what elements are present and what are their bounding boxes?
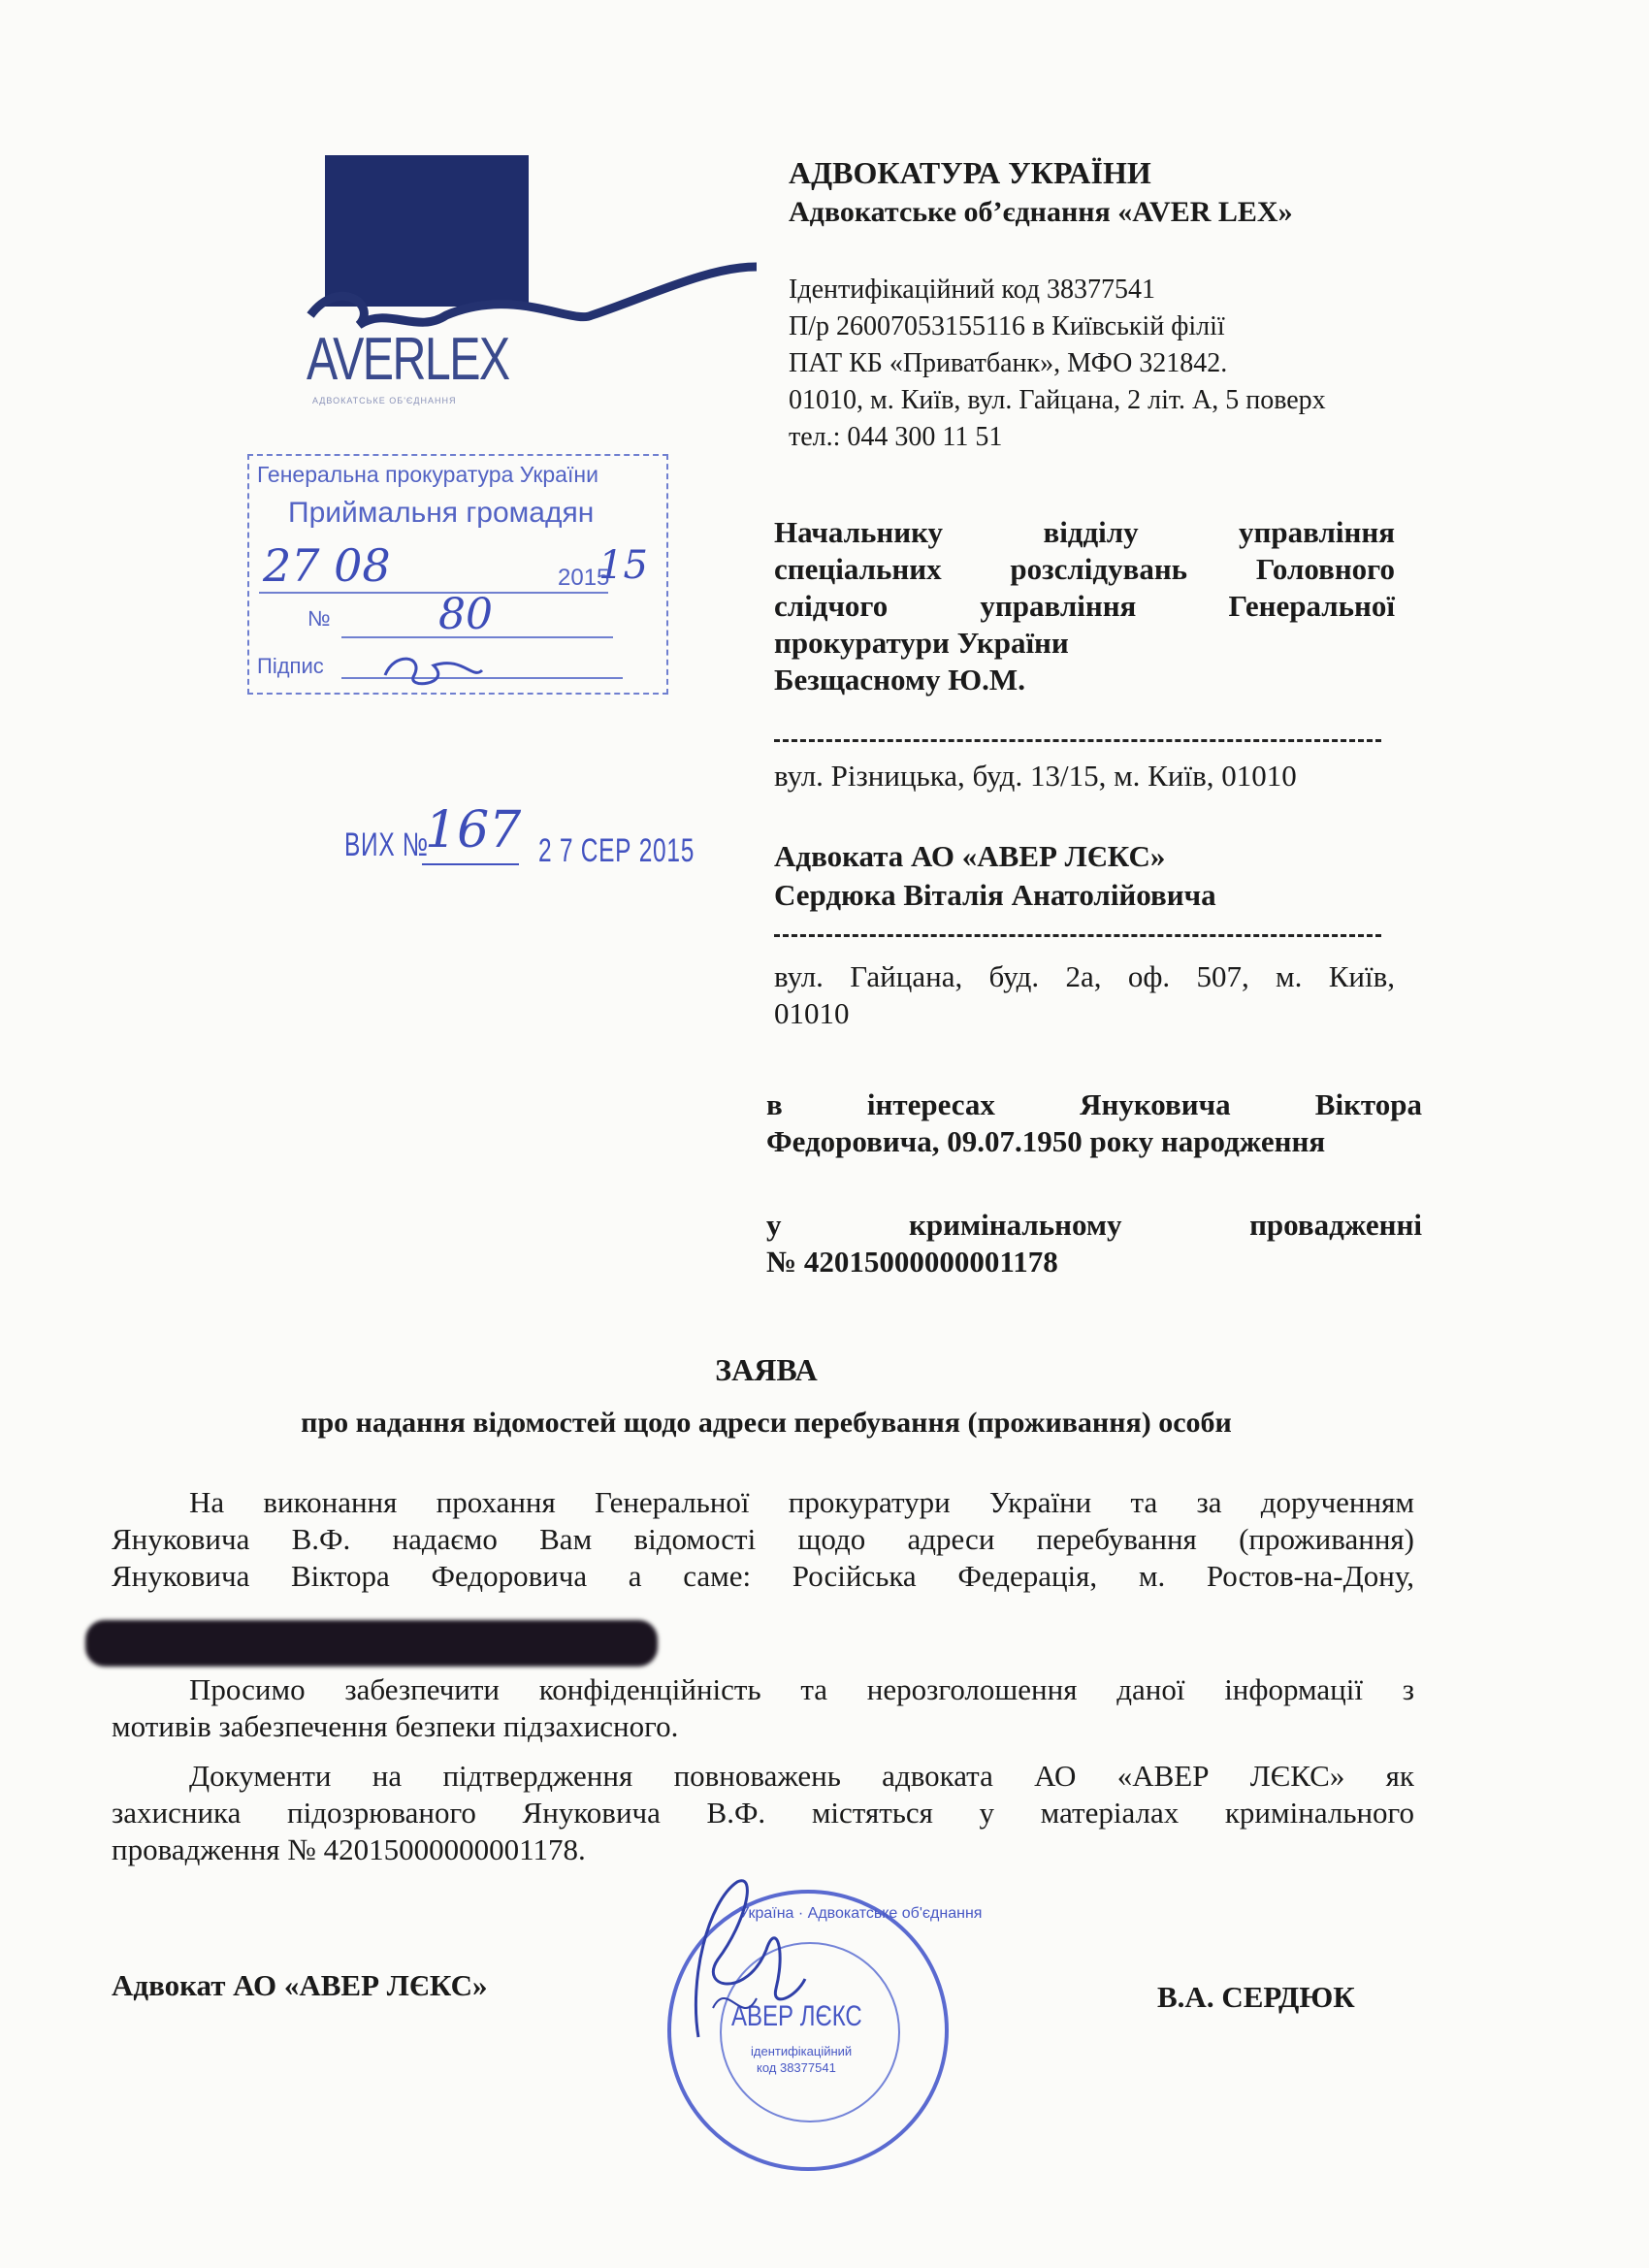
body-paragraph-1: На виконання прохання Генеральної прокуратури України та за дорученням Януковича В.Ф. надаємо Вам відомості щодо адреси перебування (проживання) Януковича Віктора Федоровича а саме: Російська Федерація, м. Ростов-на-Дону, xyxy=(112,1485,1414,1593)
outgoing-label: ВИХ № xyxy=(344,826,429,863)
addressee-block: Начальнику відділу управління спеціальних розслідувань Головного слідчого управління Генеральної прокуратури України Безщасному Ю.М. xyxy=(774,515,1395,697)
stamp-year-hand: 15 xyxy=(598,543,648,588)
office-address: 01010, м. Київ, вул. Гайцана, 2 літ. А, 5 поверх xyxy=(789,385,1326,415)
handwritten-signature xyxy=(660,1863,815,2057)
body-paragraph-2: Просимо забезпечити конфіденційність та нерозголошення даної інформації з мотивів забезпечення безпеки підзахисного. xyxy=(112,1672,1414,1743)
signatory-name: В.А. СЕРДЮК xyxy=(1157,1980,1355,2014)
seal-ring-text: Україна · Адвокатське об'єднання xyxy=(739,1905,983,1922)
outgoing-date: 2 7 СЕР 2015 xyxy=(538,832,695,869)
letterhead-org: АДВОКАТУРА УКРАЇНИ xyxy=(789,155,1151,190)
stamp-org: Генеральна прокуратура України xyxy=(257,462,598,487)
bank-name: ПАТ КБ «Приватбанк», МФО 321842. xyxy=(789,348,1228,378)
case-number: у кримінальному провадженні № 42015000000001178 xyxy=(766,1208,1422,1279)
stamp-sign-label: Підпис xyxy=(257,654,324,678)
stamp-num-label: № xyxy=(307,606,331,631)
seal-center-text: АВЕР ЛЄКС xyxy=(731,2000,862,2032)
sender-title: Адвоката АО «АВЕР ЛЄКС» xyxy=(774,839,1166,873)
logo-wordmark: AVERLEX xyxy=(307,326,509,393)
stamp-office: Приймальня громадян xyxy=(288,497,595,529)
body-paragraph-3: Документи на підтвердження повноважень адвоката АО «АВЕР ЛЄКС» як захисника підозрюваного Януковича В.Ф. містяться у матеріалах кримінального провадження № 42015000000001178. xyxy=(112,1759,1414,1866)
outgoing-number: 167 xyxy=(425,801,522,859)
signatory-title: Адвокат АО «АВЕР ЛЄКС» xyxy=(112,1968,488,2002)
stamp-number: 80 xyxy=(438,590,493,639)
addressee-address: вул. Різницька, буд. 13/15, м. Київ, 01010 xyxy=(774,759,1297,793)
logo-subtitle: АДВОКАТСЬКЕ ОБ'ЄДНАННЯ xyxy=(312,396,457,405)
stamp-signature xyxy=(375,646,492,695)
stamp-date: 27 08 xyxy=(263,539,391,592)
letterhead-details xyxy=(789,272,1326,456)
seal-code-label: ідентифікаційний xyxy=(751,2044,853,2058)
phone: тел.: 044 300 11 51 xyxy=(789,422,1003,452)
redaction-bar xyxy=(85,1620,658,1667)
reception-stamp xyxy=(247,454,668,695)
seal-code: код 38377541 xyxy=(757,2060,836,2075)
stamp-year: 2015 xyxy=(558,565,610,591)
client-interest: в інтересах Януковича Віктора Федоровича, 09.07.1950 року народження xyxy=(766,1087,1422,1158)
document-subtitle: про надання відомостей щодо адреси перебування (проживання) особи xyxy=(301,1407,1232,1439)
sender-address: вул. Гайцана, буд. 2а, оф. 507, м. Київ, 01010 xyxy=(774,959,1395,1030)
letterhead-association: Адвокатське об’єднання «AVER LEX» xyxy=(789,196,1293,228)
divider xyxy=(774,934,1381,937)
id-code: Ідентифікаційний код 38377541 xyxy=(789,275,1156,305)
divider xyxy=(774,739,1381,742)
sender-name: Сердюка Віталія Анатолійовича xyxy=(774,878,1216,912)
bank-account: П/р 26007053155116 в Київській філії xyxy=(789,311,1225,341)
document-title: ЗАЯВА xyxy=(715,1352,818,1387)
